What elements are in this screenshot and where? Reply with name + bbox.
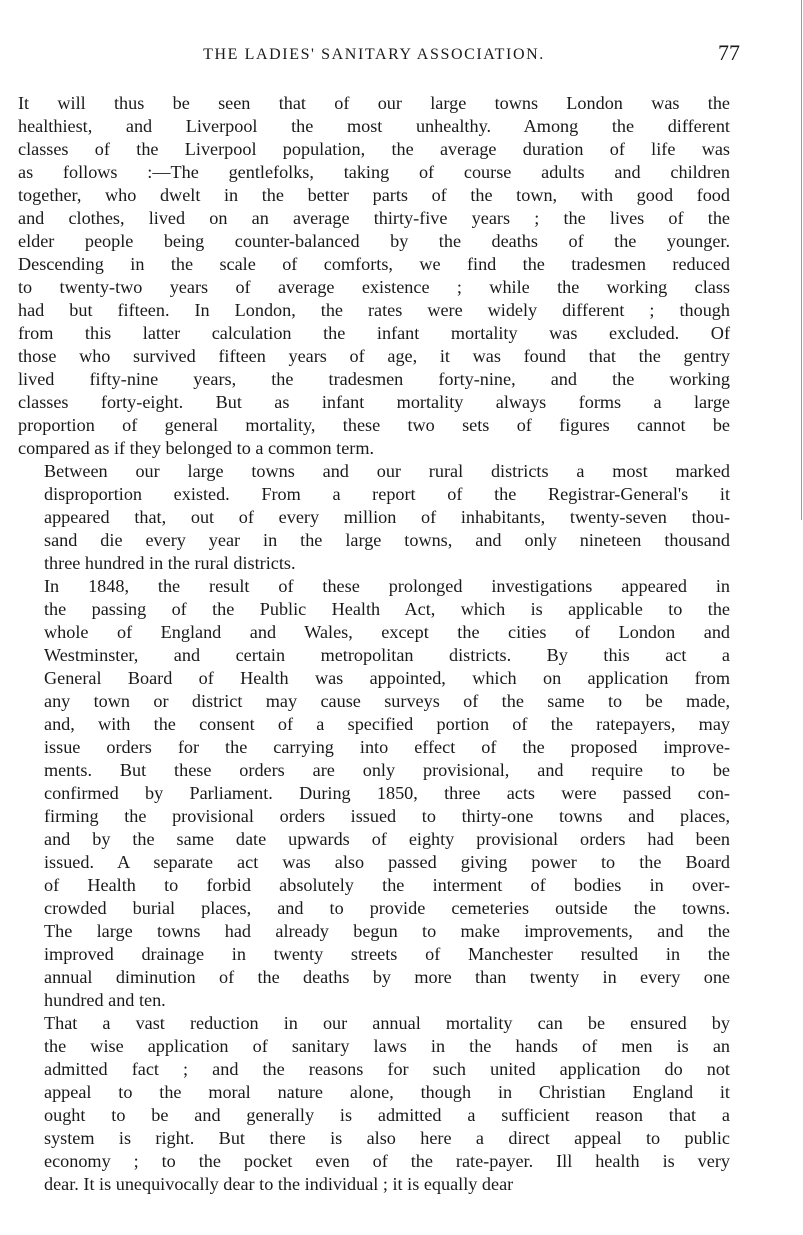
- running-title: THE LADIES' SANITARY ASSOCIATION.: [203, 46, 545, 63]
- page-number: 77: [718, 40, 740, 65]
- text-line: classes of the Liverpool population, the average duration of life was: [18, 139, 730, 159]
- running-head: [18, 40, 740, 76]
- text-line: system is right. But there is also here a direct appeal to public: [44, 1128, 730, 1148]
- paragraph: [18, 575, 730, 1012]
- text-line: sand die every year in the large towns, and only nineteen thousand: [44, 530, 730, 550]
- text-line: Westminster, and certain metropolitan districts. By this act a: [44, 645, 730, 665]
- text-line: appeal to the moral nature alone, though in Christian England it: [44, 1082, 730, 1102]
- text-line: healthiest, and Liverpool the most unhealthy. Among the different: [18, 116, 730, 136]
- text-line: ought to be and generally is admitted a sufficient reason that a: [44, 1105, 730, 1125]
- paragraph: [18, 460, 730, 575]
- text-line: compared as if they belonged to a common term.: [18, 438, 375, 458]
- text-line: dear. It is unequivocally dear to the individual ; it is equally dear: [44, 1174, 514, 1194]
- text-line: to twenty-two years of average existence ; while the working class: [18, 277, 730, 297]
- text-line: economy ; to the pocket even of the rate-payer. Ill health is very: [44, 1151, 730, 1171]
- text-line: That a vast reduction in our annual mortality can be ensured by: [44, 1013, 730, 1033]
- text-line: whole of England and Wales, except the cities of London and: [44, 622, 730, 642]
- text-line: three hundred in the rural districts.: [44, 553, 296, 573]
- text-line: It will thus be seen that of our large towns London was the: [18, 93, 730, 113]
- text-line: and by the same date upwards of eighty provisional orders had been: [44, 829, 730, 849]
- text-line: issued. A separate act was also passed giving power to the Board: [44, 852, 730, 872]
- text-line: issue orders for the carrying into effect of the proposed improve-: [44, 737, 730, 757]
- text-line: ments. But these orders are only provisional, and require to be: [44, 760, 730, 780]
- text-line: any town or district may cause surveys of the same to be made,: [44, 691, 730, 711]
- text-line: firming the provisional orders issued to thirty-one towns and places,: [44, 806, 730, 826]
- book-page: [18, 40, 740, 1196]
- text-line: The large towns had already begun to make improvements, and the: [44, 921, 730, 941]
- text-line: and clothes, lived on an average thirty-five years ; the lives of the: [18, 208, 730, 228]
- text-line: had but fifteen. In London, the rates were widely different ; though: [18, 300, 730, 320]
- text-line: from this latter calculation the infant mortality was excluded. Of: [18, 323, 730, 343]
- text-line: admitted fact ; and the reasons for such united application do not: [44, 1059, 730, 1079]
- text-line: lived fifty-nine years, the tradesmen forty-nine, and the working: [18, 369, 730, 389]
- text-line: classes forty-eight. But as infant mortality always forms a large: [18, 392, 730, 412]
- text-line: proportion of general mortality, these two sets of figures cannot be: [18, 415, 730, 435]
- text-line: Descending in the scale of comforts, we find the tradesmen reduced: [18, 254, 730, 274]
- body-text: [18, 92, 730, 1196]
- text-line: elder people being counter-balanced by the deaths of the younger.: [18, 231, 730, 251]
- text-line: together, who dwelt in the better parts of the town, with good food: [18, 185, 730, 205]
- text-line: annual diminution of the deaths by more than twenty in every one: [44, 967, 730, 987]
- text-line: disproportion existed. From a report of the Registrar-General's it: [44, 484, 730, 504]
- text-line: In 1848, the result of these prolonged investigations appeared in: [44, 576, 730, 596]
- paragraph: [18, 1012, 730, 1196]
- text-line: as follows :—The gentlefolks, taking of course adults and children: [18, 162, 730, 182]
- text-line: hundred and ten.: [44, 990, 166, 1010]
- page-edge-rule: [801, 0, 802, 520]
- paragraph: [18, 92, 730, 460]
- text-line: the passing of the Public Health Act, which is applicable to the: [44, 599, 730, 619]
- text-line: crowded burial places, and to provide cemeteries outside the towns.: [44, 898, 730, 918]
- text-line: appeared that, out of every million of inhabitants, twenty-seven thou-: [44, 507, 730, 527]
- text-line: Between our large towns and our rural districts a most marked: [44, 461, 730, 481]
- text-line: of Health to forbid absolutely the interment of bodies in over-: [44, 875, 730, 895]
- text-line: General Board of Health was appointed, which on application from: [44, 668, 730, 688]
- text-line: improved drainage in twenty streets of Manchester resulted in the: [44, 944, 730, 964]
- text-line: those who survived fifteen years of age, it was found that the gentry: [18, 346, 730, 366]
- text-line: the wise application of sanitary laws in the hands of men is an: [44, 1036, 730, 1056]
- text-line: and, with the consent of a specified portion of the ratepayers, may: [44, 714, 730, 734]
- text-line: confirmed by Parliament. During 1850, three acts were passed con-: [44, 783, 730, 803]
